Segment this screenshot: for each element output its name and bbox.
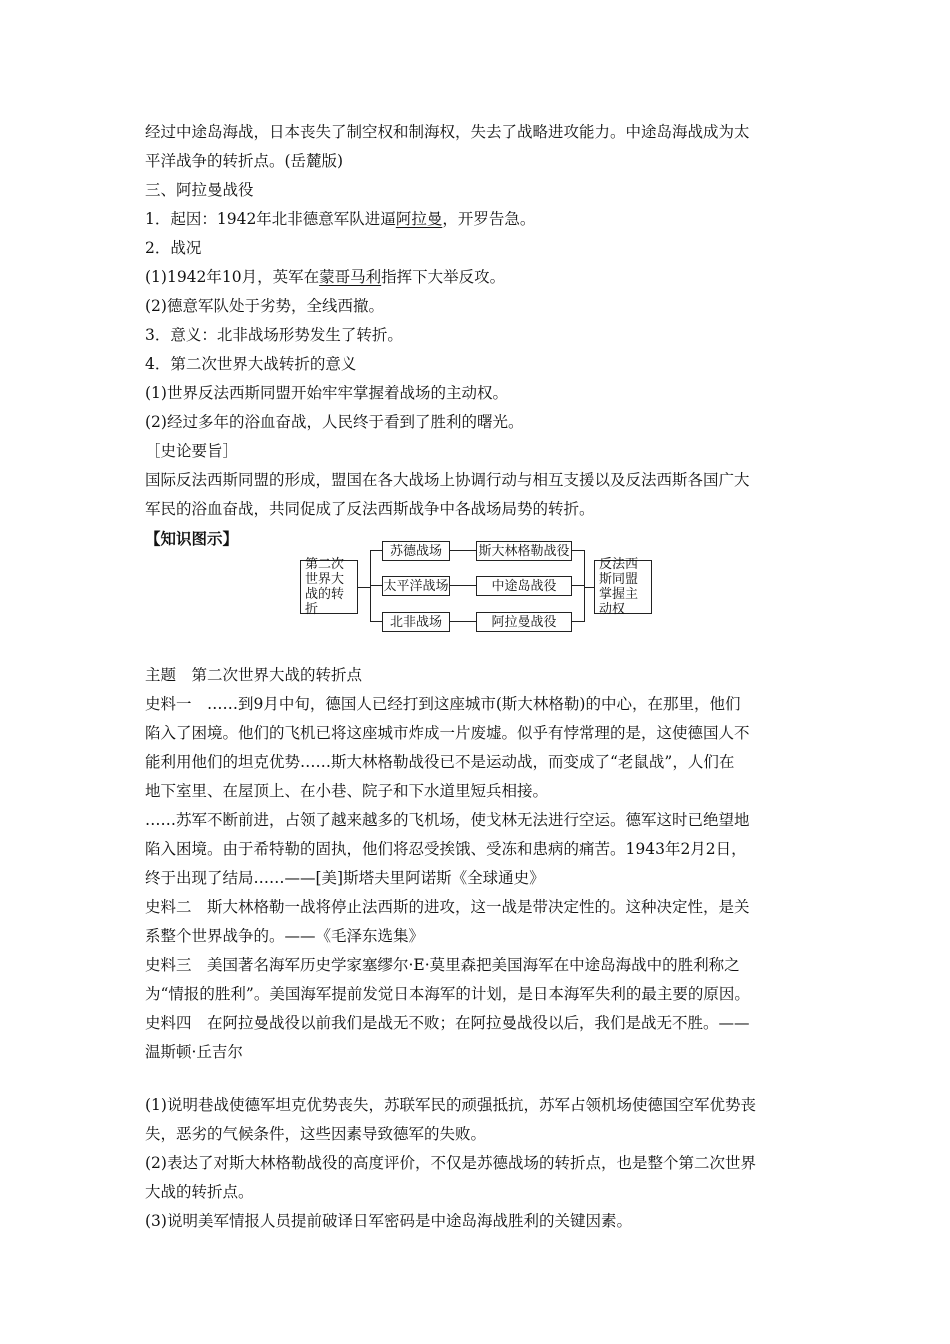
source-1-line-2: 陷入了困境。他们的飞机已将这座城市炸成一片废墟。似乎有悖常理的是，这使德国人不 <box>145 724 750 742</box>
sit1-suffix: 指挥下大举反攻。 <box>381 268 506 286</box>
topic-title: 主题 第二次世界大战的转折点 <box>145 666 363 684</box>
ww2-item-1: (1)世界反法西斯同盟开始牢牢掌握着战场的主动权。 <box>145 384 508 402</box>
connector <box>370 550 382 551</box>
document-body-lower <box>145 661 813 1236</box>
source-1-line-7: 终于出现了结局……——[美]斯塔夫里阿诺斯《全球通史》 <box>145 869 545 887</box>
cause-place: 阿拉曼 <box>395 210 443 228</box>
source-1-line-6: 陷入困境。由于希特勒的固执，他们将忍受挨饿、受冻和患病的痛苦。1943年2月2日， <box>145 840 747 858</box>
connector <box>370 621 382 622</box>
source-1-line-3: 能利用他们的坦克优势……斯大林格勒战役已不是运动战，而变成了“老鼠战”，人们在 <box>145 753 735 771</box>
front-pacific: 太平洋战场 <box>382 576 450 596</box>
ww2-item-2: (2)经过多年的浴血奋战，人民终于看到了胜利的曙光。 <box>145 413 524 431</box>
document-body <box>145 118 813 553</box>
battle-alamein: 阿拉曼战役 <box>476 612 572 632</box>
gist-label: ［史论要旨］ <box>145 442 239 460</box>
battle-stalingrad: 斯大林格勒战役 <box>476 541 572 561</box>
connector <box>572 585 584 586</box>
connector <box>370 585 382 586</box>
diagram-right-box: 反法西斯同盟掌握主动权 <box>594 560 652 614</box>
answer-2-line-1: (2)表达了对斯大林格勒战役的高度评价，不仅是苏德战场的转折点，也是整个第二次世界 <box>145 1154 756 1172</box>
front-north-africa: 北非战场 <box>382 612 450 632</box>
answer-2-line-2: 大战的转折点。 <box>145 1183 254 1201</box>
connector <box>572 621 584 622</box>
source-1-line-1: 史料一 ……到9月中旬，德国人已经打到这座城市(斯大林格勒)的中心，在那里，他们 <box>145 695 741 713</box>
answer-3: (3)说明美军情报人员提前破译日军密码是中途岛海战胜利的关键因素。 <box>145 1212 632 1230</box>
connector <box>584 550 585 622</box>
meaning: 3．意义：北非战场形势发生了转折。 <box>145 326 403 344</box>
source-4-line-1: 史料四 在阿拉曼战役以前我们是战无不败；在阿拉曼战役以后，我们是战无不胜。—— <box>145 1014 750 1032</box>
connector <box>358 587 370 588</box>
cause-suffix: ，开罗告急。 <box>442 210 536 228</box>
answer-1-line-2: 失，恶劣的气候条件，这些因素导致德军的失败。 <box>145 1125 487 1143</box>
connector <box>572 550 584 551</box>
connector <box>450 621 476 622</box>
section-3-title: 三、阿拉曼战役 <box>145 181 254 199</box>
ww2-title: 4．第二次世界大战转折的意义 <box>145 355 357 373</box>
connector <box>584 587 594 588</box>
intro-line-2: 平洋战争的转折点。(岳麓版) <box>145 152 344 170</box>
situation-1 <box>145 263 813 292</box>
sit1-prefix: (1)1942年10月，英军在 <box>145 268 320 286</box>
cause-line <box>145 205 813 234</box>
source-4-line-2: 温斯顿·丘吉尔 <box>145 1043 243 1061</box>
knowledge-label: 【知识图示】 <box>145 529 239 548</box>
situation-2: (2)德意军队处于劣势，全线西撤。 <box>145 297 384 315</box>
gist-line-1: 国际反法西斯同盟的形成，盟国在各大战场上协调行动与相互支援以及反法西斯各国广大 <box>145 471 750 489</box>
source-2-line-2: 系整个世界战争的。——《毛泽东选集》 <box>145 927 425 945</box>
connector <box>450 585 476 586</box>
battle-midway: 中途岛战役 <box>476 576 572 596</box>
gist-line-2: 军民的浴血奋战，共同促成了反法西斯战争中各战场局势的转折。 <box>145 500 595 518</box>
spacer <box>145 1067 813 1091</box>
connector <box>370 550 371 622</box>
intro-line-1: 经过中途岛海战，日本丧失了制空权和制海权，失去了战略进攻能力。中途岛海战成为太 <box>145 123 750 141</box>
source-3-line-2: 为“情报的胜利”。美国海军提前发觉日本海军的计划，是日本海军失利的最主要的原因。 <box>145 985 750 1003</box>
front-soviet-german: 苏德战场 <box>382 541 450 561</box>
answer-1-line-1: (1)说明巷战使德军坦克优势丧失，苏联军民的顽强抵抗，苏军占领机场使德国空军优势丧 <box>145 1096 756 1114</box>
knowledge-diagram <box>300 536 655 636</box>
connector <box>450 550 476 551</box>
diagram-left-box: 第二次世界大战的转折 <box>300 560 358 614</box>
sit1-person: 蒙哥马利 <box>319 268 382 286</box>
source-2-line-1: 史料二 斯大林格勒一战将停止法西斯的进攻，这一战是带决定性的。这种决定性，是关 <box>145 898 750 916</box>
source-3-line-1: 史料三 美国著名海军历史学家塞缪尔·E·莫里森把美国海军在中途岛海战中的胜利称之 <box>145 956 740 974</box>
situation-title: 2．战况 <box>145 239 202 257</box>
source-1-line-4: 地下室里、在屋顶上、在小巷、院子和下水道里短兵相接。 <box>145 782 549 800</box>
source-1-line-5: ……苏军不断前进，占领了越来越多的飞机场，使戈林无法进行空运。德军这时已绝望地 <box>145 811 750 829</box>
cause-prefix: 1．起因：1942年北非德意军队进逼 <box>145 210 396 228</box>
